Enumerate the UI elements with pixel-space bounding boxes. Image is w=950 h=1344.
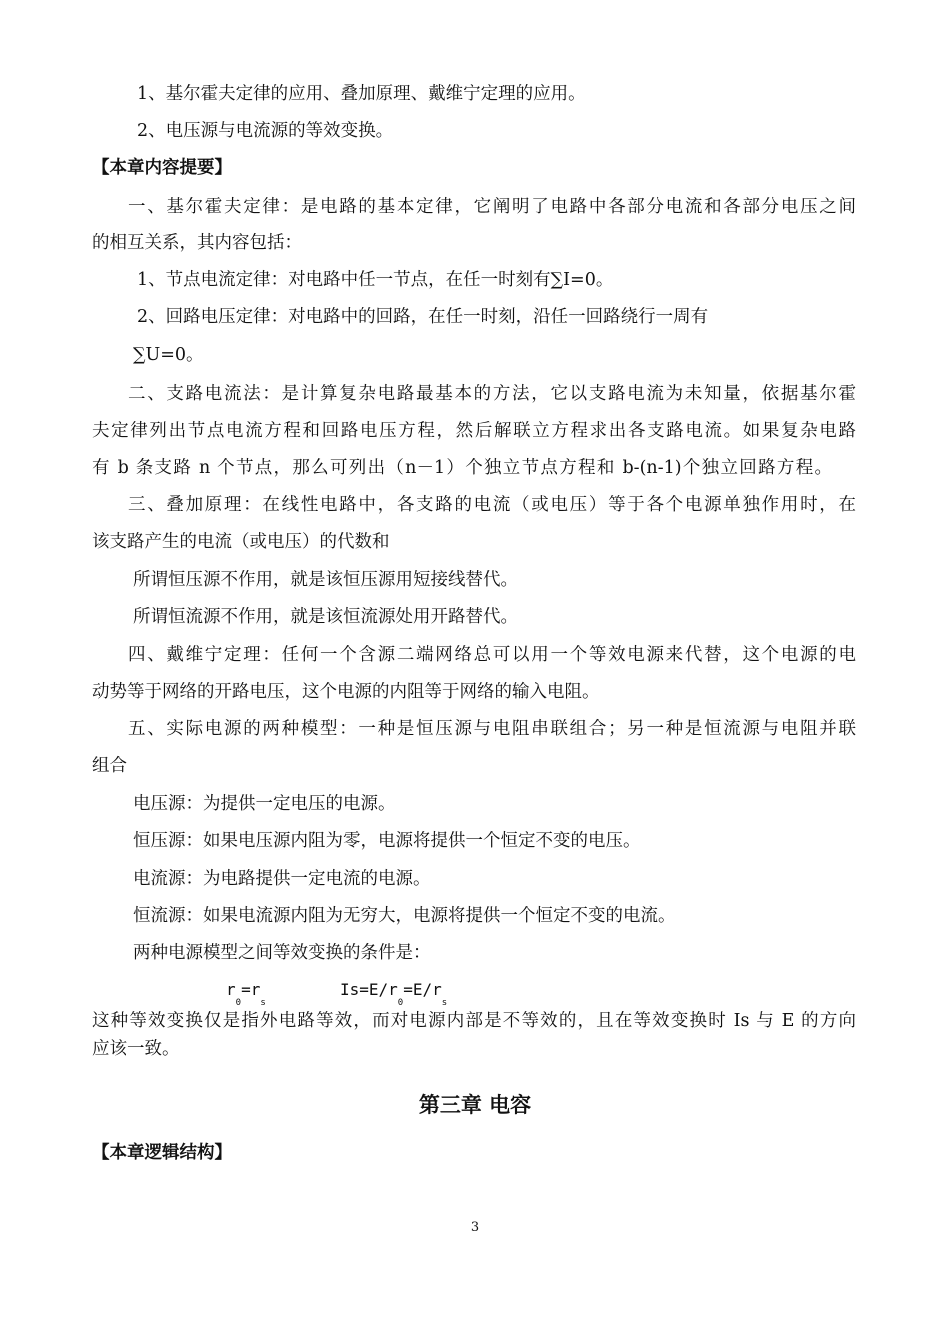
thevenin-line-1: 四、戴维宁定理：任何一个含源二端网络总可以用一个等效电源来代替，这个电源的电 [128, 645, 856, 665]
conversion-condition: 两种电源模型之间等效变换的条件是： [133, 943, 431, 963]
page-number: 3 [470, 1220, 480, 1235]
branch-line-3: 有 b 条支路 n 个节点，那么可列出（n－1）个独立节点方程和 b-(n-1)个独立回路方程。 [92, 458, 832, 478]
kirchhoff-item-2b: ∑U=0。 [133, 345, 204, 365]
kirchhoff-item-2: 2、回路电压定律：对电路中的回路，在任一时刻，沿任一回路绕行一周有 [137, 307, 709, 327]
formula-current: $Is=E/r_0=E/r_s$ [340, 980, 448, 1008]
logic-structure-title: 【本章逻辑结构】 [92, 1143, 232, 1163]
formula-resistance: $r_0=r_s$ [226, 980, 266, 1008]
kirchhoff-line-2: 的相互关系，其内容包括： [92, 233, 302, 253]
kirchhoff-item-1: 1、节点电流定律：对电路中任一节点，在任一时刻有∑Ⅰ=0。 [137, 270, 614, 290]
definition-ideal-voltage-source: 恒压源：如果电压源内阻为零，电源将提供一个恒定不变的电压。 [133, 831, 641, 851]
focus-point-1: 1、基尔霍夫定律的应用、叠加原理、戴维宁定理的应用。 [137, 84, 586, 104]
source-models-line-2: 组合 [92, 756, 127, 776]
superposition-line-1: 三、叠加原理：在线性电路中，各支路的电流（或电压）等于各个电源单独作用时，在 [128, 495, 856, 515]
source-models-line-1: 五、实际电源的两种模型：一种是恒压源与电阻串联组合；另一种是恒流源与电阻并联 [128, 719, 856, 739]
focus-point-2: 2、电压源与电流源的等效变换。 [137, 121, 394, 141]
definition-ideal-current-source: 恒流源：如果电流源内阻为无穷大，电源将提供一个恒定不变的电流。 [133, 906, 676, 926]
branch-line-1: 二、支路电流法：是计算复杂电路最基本的方法，它以支路电流为未知量，依据基尔霍 [128, 384, 856, 404]
chapter-3-title: 第三章 电容 [418, 1093, 532, 1117]
branch-line-2: 夫定律列出节点电流方程和回路电压方程，然后解联立方程求出各支路电流。如果复杂电路 [92, 421, 856, 441]
definition-current-source: 电流源：为电路提供一定电流的电源。 [133, 869, 431, 889]
thevenin-line-2: 动势等于网络的开路电压，这个电源的内阻等于网络的输入电阻。 [92, 682, 600, 702]
superposition-line-2: 该支路产生的电流（或电压）的代数和 [92, 532, 390, 552]
definition-voltage-source: 电压源：为提供一定电压的电源。 [133, 794, 396, 814]
summary-title: 【本章内容提要】 [92, 158, 232, 178]
conclusion-line-2: 应该一致。 [92, 1039, 180, 1059]
conclusion-line-1: 这种等效变换仅是指外电路等效，而对电源内部是不等效的，且在等效变换时 Is 与 E 的方向 [92, 1011, 856, 1031]
kirchhoff-line-1: 一、基尔霍夫定律：是电路的基本定律，它阐明了电路中各部分电流和各部分电压之间 [128, 197, 856, 217]
superposition-note-1: 所谓恒压源不作用，就是该恒压源用短接线替代。 [133, 570, 518, 590]
superposition-note-2: 所谓恒流源不作用，就是该恒流源处用开路替代。 [133, 607, 518, 627]
